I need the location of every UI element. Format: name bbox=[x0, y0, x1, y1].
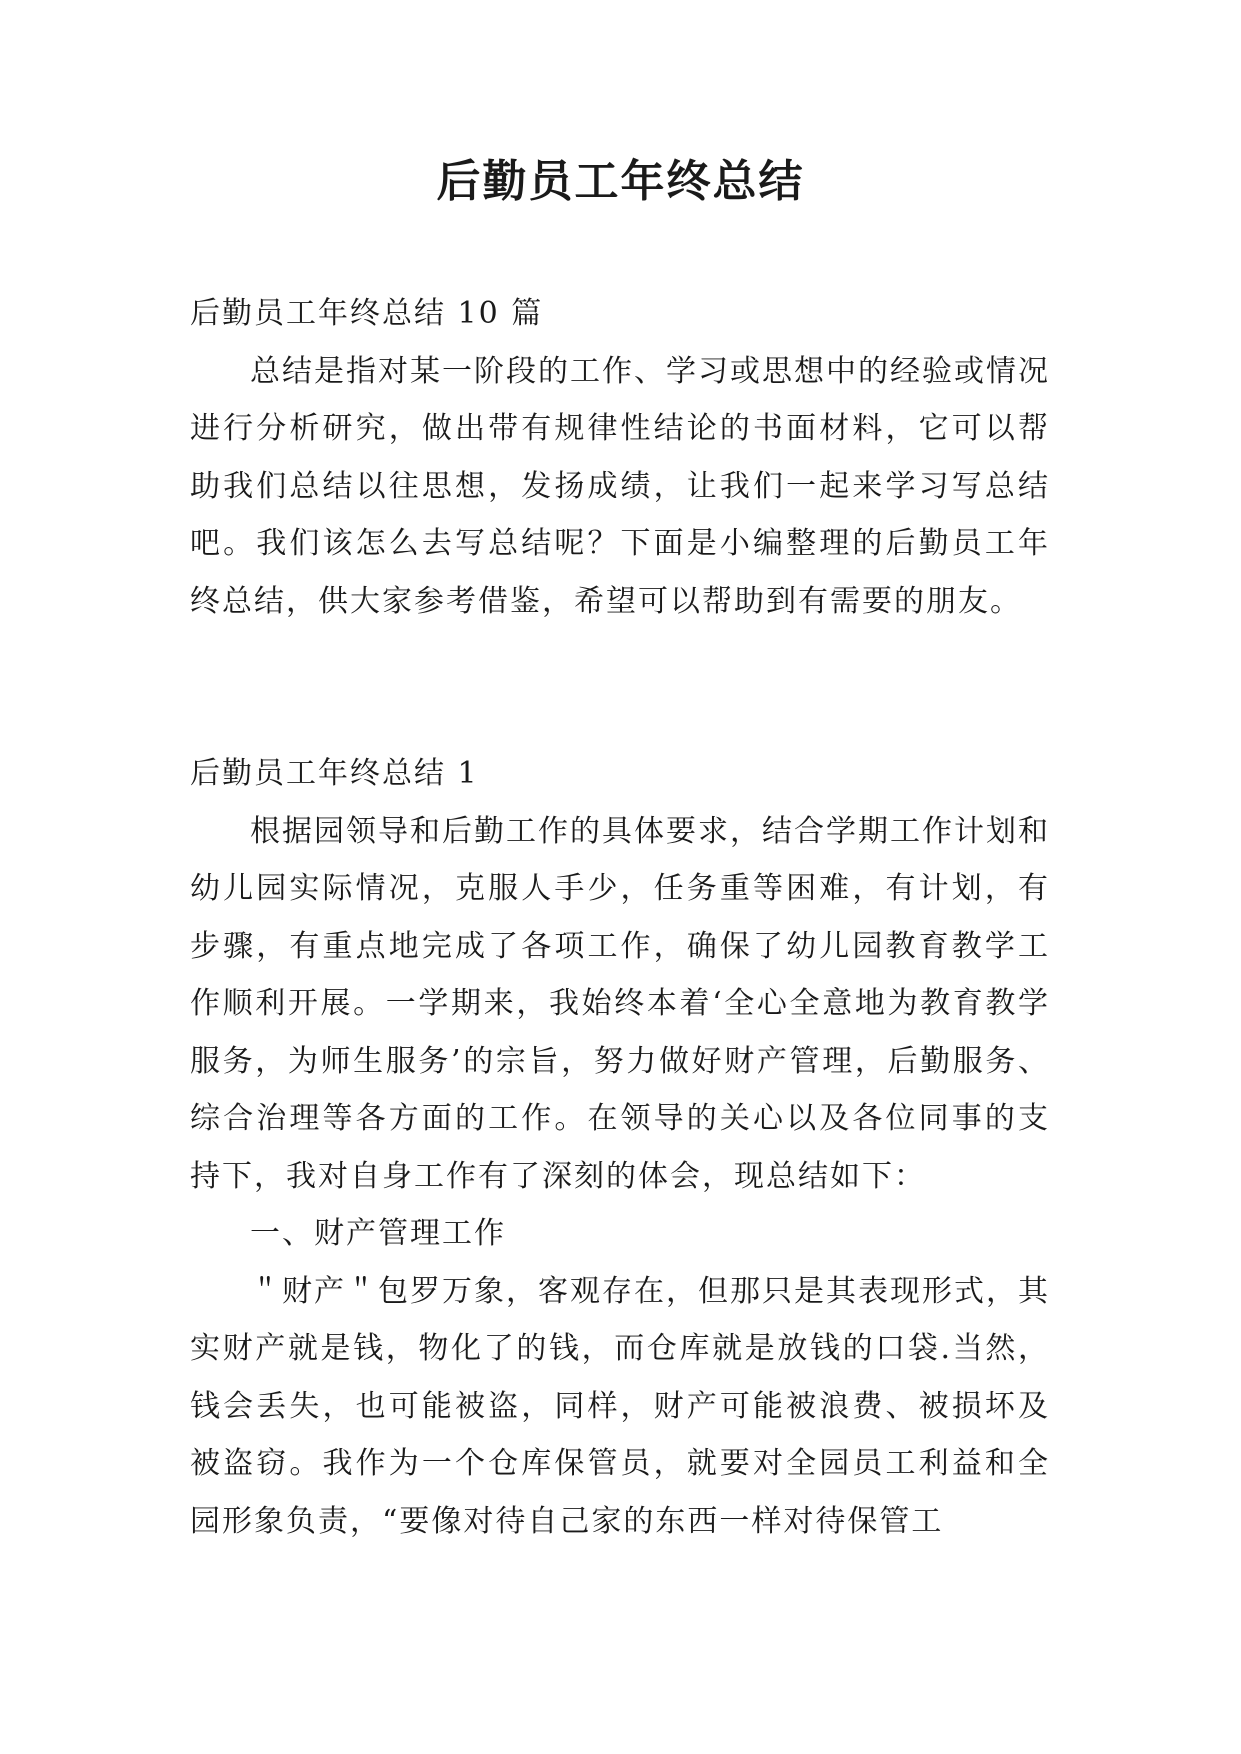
section-1-paragraph: 根据园领导和后勤工作的具体要求，结合学期工作计划和幼儿园实际情况，克服人手少，任务重等困难，有计划，有步骤，有重点地完成了各项工作，确保了幼儿园教育教学工作顺利开展。一学期来，我始终本着‘全心全意地为教育教学服务，为师生服务’的宗旨，努力做好财产管理，后勤服务、综合治理等各方面的工作。在领导的关心以及各位同事的支持下，我对自身工作有了深刻的体会，现总结如下： bbox=[190, 813, 1050, 1194]
subsection-property-paragraph: ＂财产＂包罗万象，客观存在，但那只是其表现形式，其实财产就是钱，物化了的钱，而仓库就是放钱的口袋.当然，钱会丢失，也可能被盗，同样，财产可能被浪费、被损坏及被盗窃。我作为一个仓库保管员，就要对全园员工利益和全园形象负责，“要像对待自己家的东西一样对待保管工 bbox=[190, 1273, 1050, 1539]
subsection-heading-property: 一、财产管理工作 bbox=[250, 1216, 506, 1251]
document-body bbox=[190, 285, 1050, 1550]
section-heading-1: 后勤员工年终总结 1 bbox=[190, 756, 479, 791]
document-title: 后勤员工年终总结 bbox=[436, 156, 805, 207]
section-spacer bbox=[190, 630, 1050, 745]
series-heading: 后勤员工年终总结 10 篇 bbox=[190, 296, 544, 331]
intro-paragraph: 总结是指对某一阶段的工作、学习或思想中的经验或情况进行分析研究，做出带有规律性结论的书面材料，它可以帮助我们总结以往思想，发扬成绩，让我们一起来学习写总结吧。我们该怎么去写总结呢？下面是小编整理的后勤员工年终总结，供大家参考借鉴，希望可以帮助到有需要的朋友。 bbox=[190, 353, 1050, 619]
